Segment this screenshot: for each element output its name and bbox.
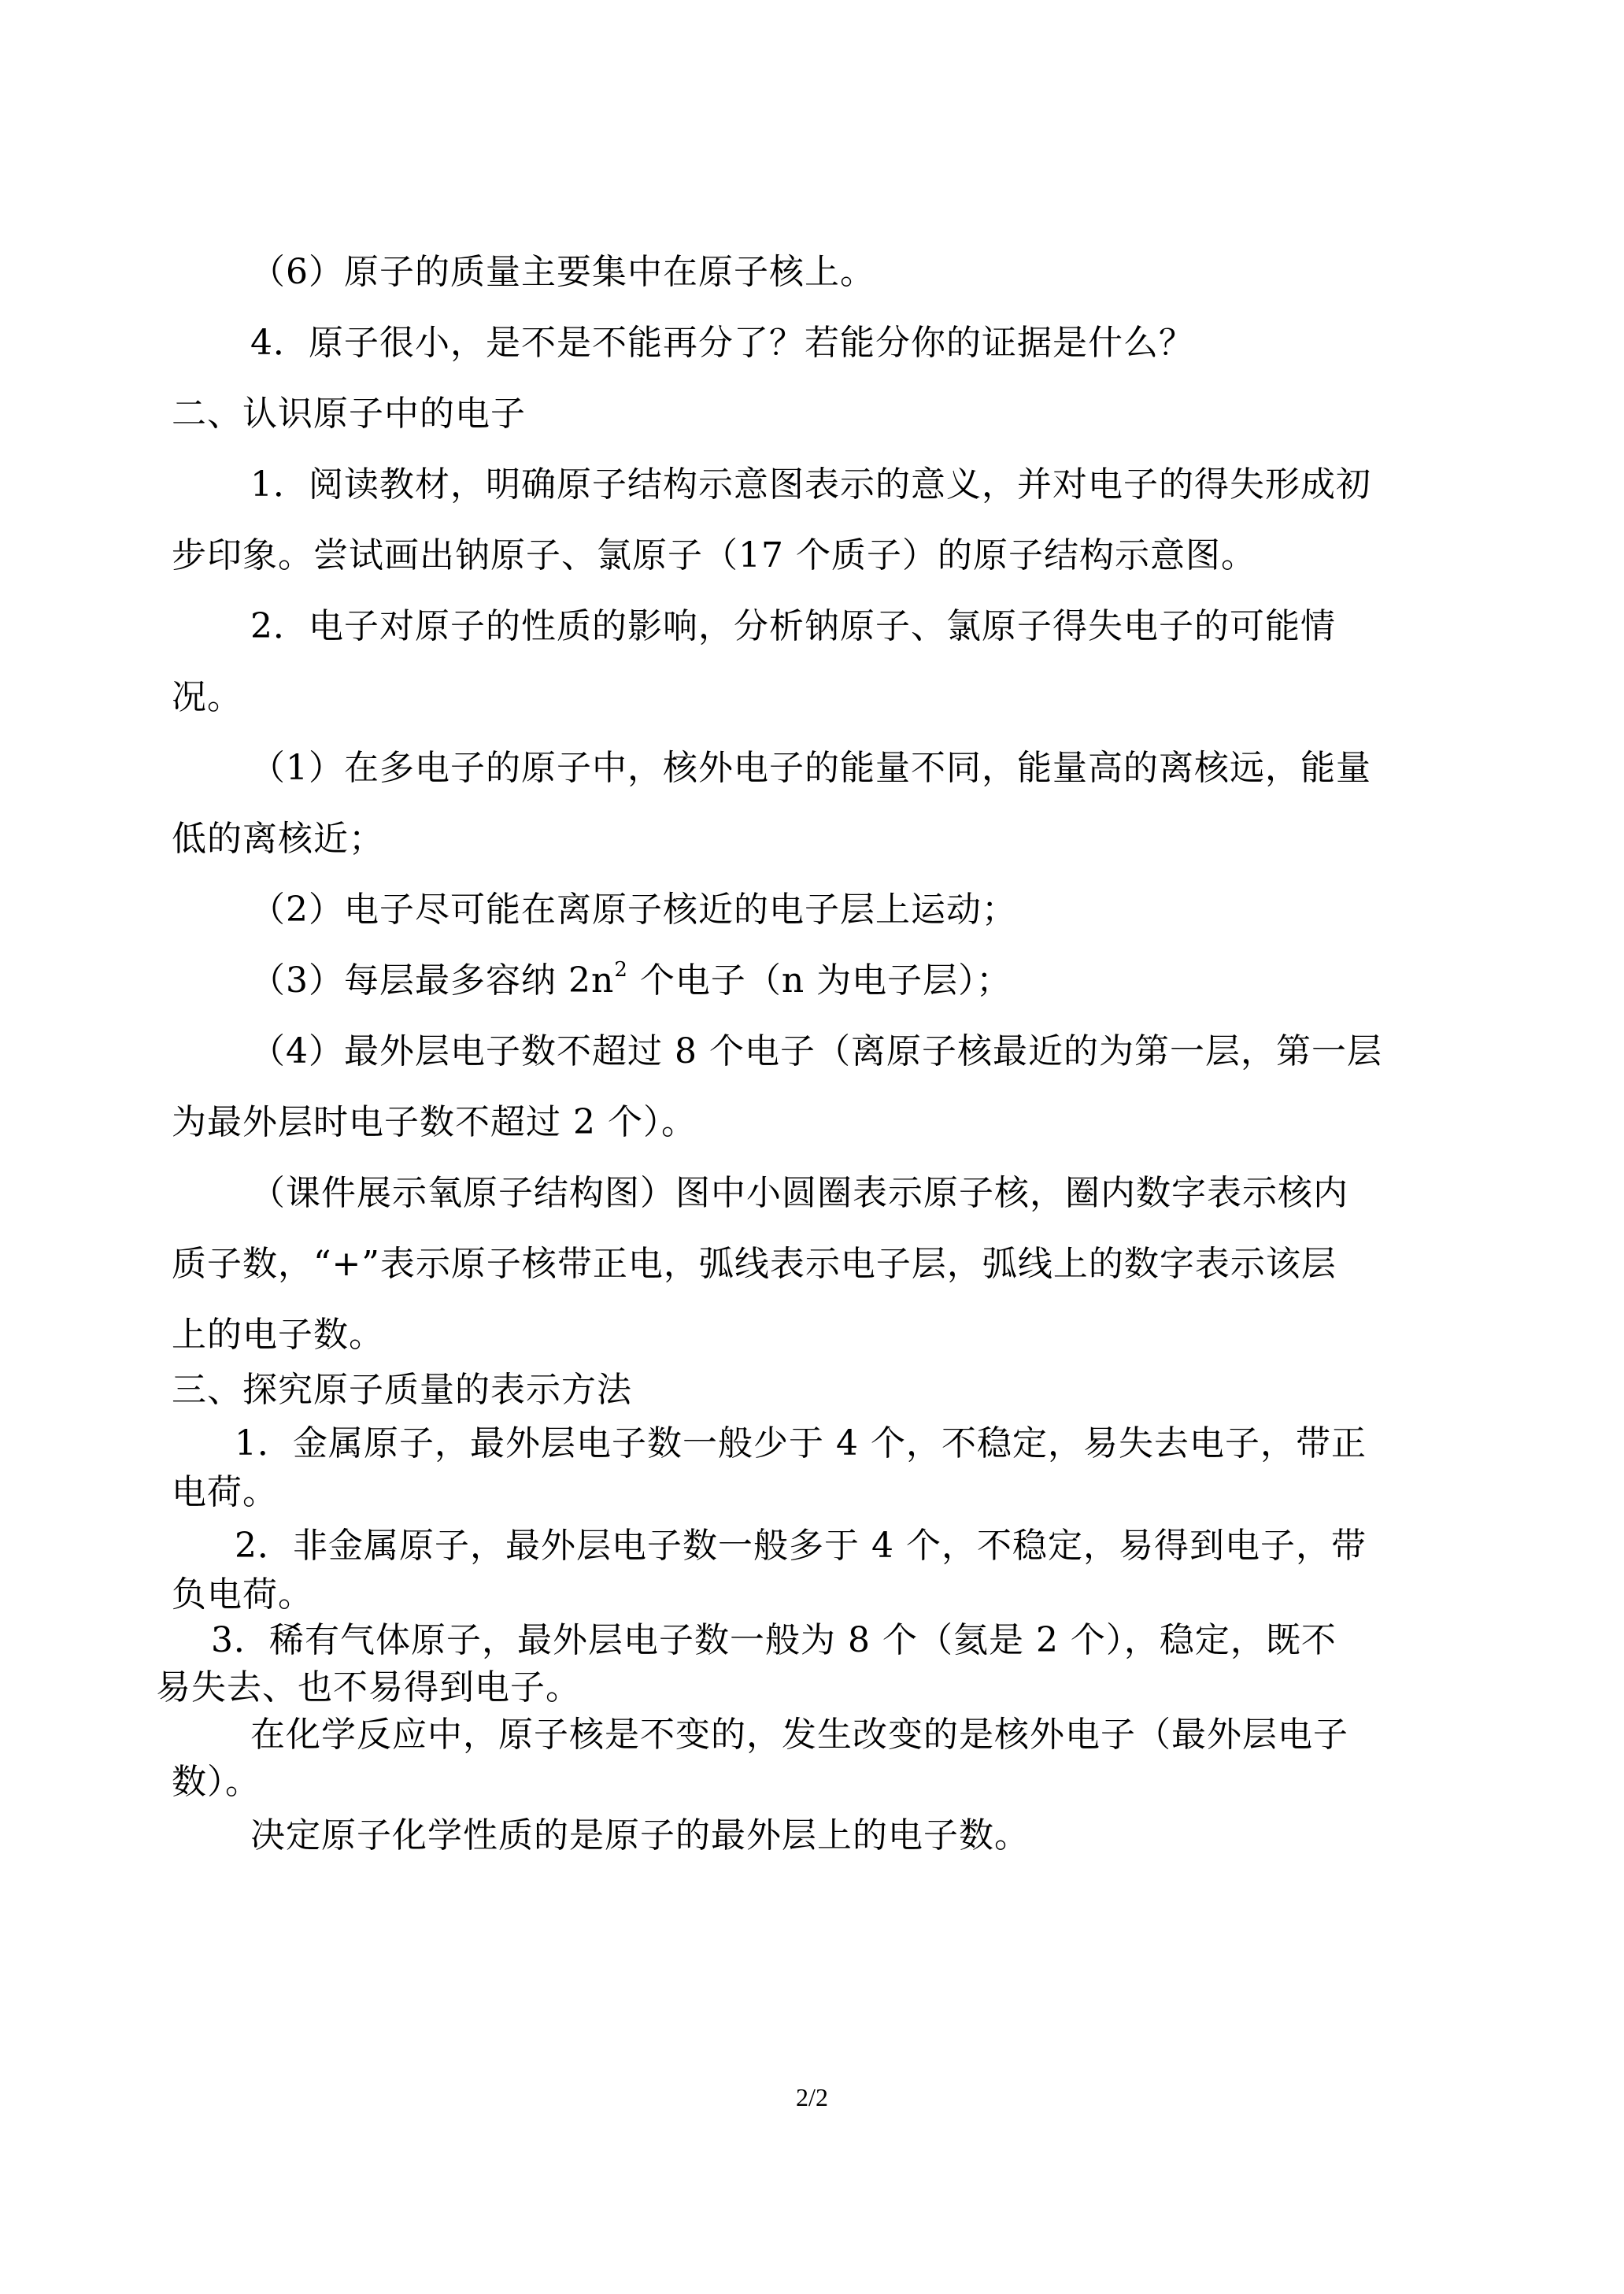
text-line: 在化学反应中，原子核是不变的，发生改变的是核外电子（最外层电子 bbox=[250, 1715, 1348, 1755]
page-number: 2/2 bbox=[796, 2083, 828, 2111]
text-line: 2．非金属原子，最外层电子数一般多于 4 个，不稳定，易得到电子，带 bbox=[235, 1526, 1367, 1566]
text-line bbox=[250, 959, 1012, 1003]
superscript: 2 bbox=[614, 958, 628, 982]
text-line: 2．电子对原子的性质的影响，分析钠原子、氯原子得失电子的可能情 bbox=[250, 606, 1336, 646]
text-line: 低的离核近； bbox=[172, 819, 384, 859]
text-line: 步印象。尝试画出钠原子、氯原子（17 个质子）的原子结构示意图。 bbox=[172, 535, 1256, 575]
text-line: 易失去、也不易得到电子。 bbox=[156, 1667, 581, 1708]
section-heading: 三、探究原子质量的表示方法 bbox=[172, 1370, 632, 1410]
text-line: （课件展示氧原子结构图）图中小圆圈表示原子核，圈内数字表示核内 bbox=[250, 1173, 1348, 1213]
text-line: 数）。 bbox=[172, 1762, 261, 1802]
text-line: 电荷。 bbox=[172, 1472, 278, 1512]
text-line: 负电荷。 bbox=[172, 1574, 313, 1615]
text-line: 3．稀有气体原子，最外层电子数一般为 8 个（氦是 2 个），稳定，既不 bbox=[211, 1620, 1337, 1660]
section-heading: 二、认识原子中的电子 bbox=[172, 394, 526, 434]
text-segment: （3）每层最多容纳 2n bbox=[250, 960, 615, 1001]
text-line: （4）最外层电子数不超过 8 个电子（离原子核最近的为第一层，第一层 bbox=[250, 1031, 1382, 1071]
text-line: 1．阅读教材，明确原子结构示意图表示的意义，并对电子的得失形成初 bbox=[250, 464, 1371, 505]
text-line: 4．原子很小，是不是不能再分了？若能分你的证据是什么？ bbox=[250, 323, 1194, 363]
text-line: 上的电子数。 bbox=[172, 1315, 384, 1355]
text-line: （2）电子尽可能在离原子核近的电子层上运动； bbox=[250, 890, 1017, 930]
text-line: 况。 bbox=[172, 677, 242, 717]
text-line: 为最外层时电子数不超过 2 个）。 bbox=[172, 1102, 697, 1142]
text-line: （6）原子的质量主要集中在原子核上。 bbox=[250, 252, 875, 292]
text-line: （1）在多电子的原子中，核外电子的能量不同，能量高的离核远，能量 bbox=[250, 748, 1371, 788]
text-line: 质子数，“+”表示原子核带正电，弧线表示电子层，弧线上的数字表示该层 bbox=[172, 1244, 1337, 1284]
text-segment: 个电子（n 为电子层）； bbox=[627, 960, 1012, 1001]
text-line: 决定原子化学性质的是原子的最外层上的电子数。 bbox=[250, 1815, 1030, 1856]
text-line: 1．金属原子，最外层电子数一般少于 4 个，不稳定，易失去电子，带正 bbox=[235, 1423, 1367, 1463]
